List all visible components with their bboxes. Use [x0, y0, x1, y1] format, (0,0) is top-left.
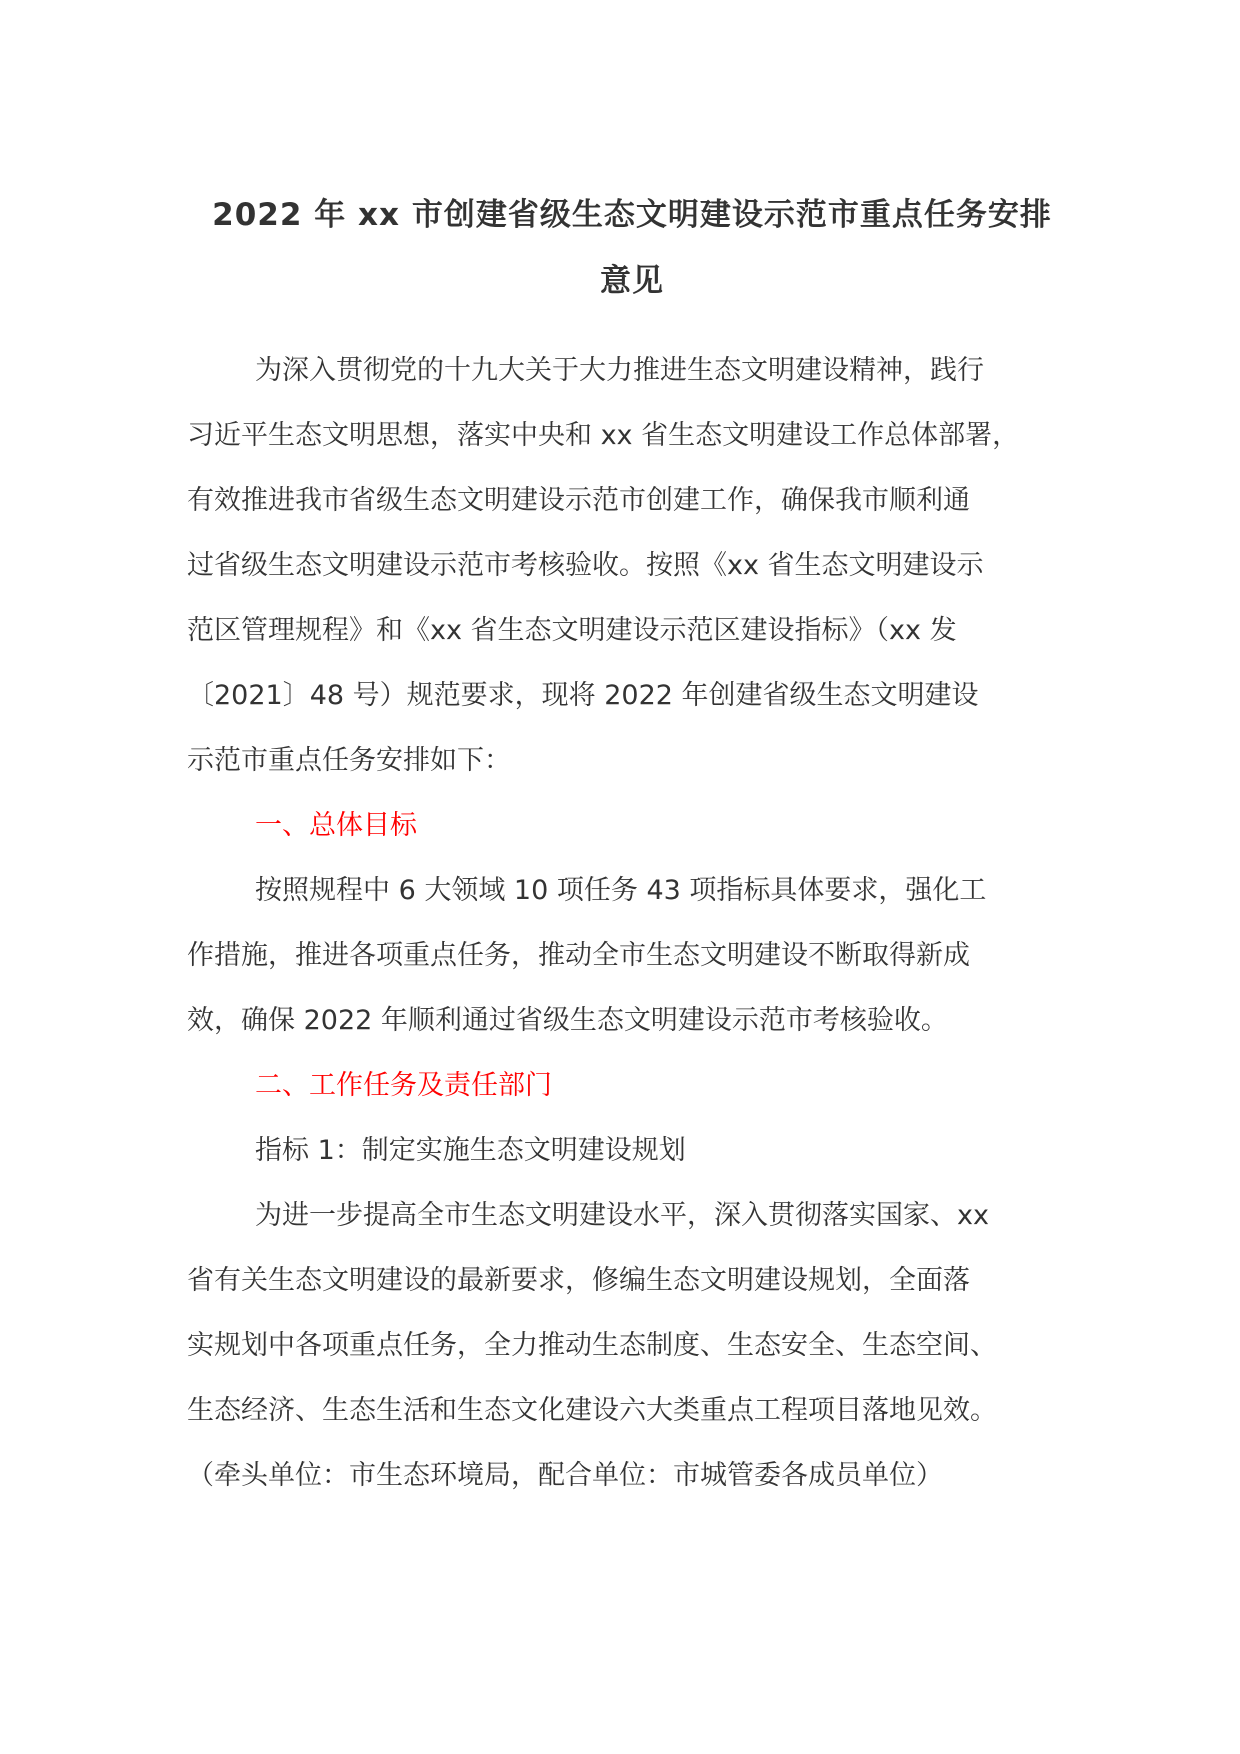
text-line: 过省级生态文明建设示范市考核验收。按照《xx 省生态文明建设示 — [187, 550, 984, 581]
text-line: 习近平生态文明思想，落实中央和 xx 省生态文明建设工作总体部署， — [187, 420, 1020, 451]
text-line: 〔2021〕48 号）规范要求，现将 2022 年创建省级生态文明建设 — [187, 680, 979, 711]
text-line: 生态经济、生态生活和生态文化建设六大类重点工程项目落地见效。 — [187, 1395, 997, 1426]
indicator-paragraph — [187, 1183, 1077, 1508]
section-heading-tasks: 二、工作任务及责任部门 — [255, 1070, 552, 1101]
text-line: 有效推进我市省级生态文明建设示范市创建工作，确保我市顺利通 — [187, 485, 970, 516]
text-line: 为进一步提高全市生态文明建设水平，深入贯彻落实国家、xx — [255, 1200, 989, 1231]
document-body — [187, 338, 1077, 1508]
document-title — [187, 182, 1077, 314]
indicator-title: 指标 1：制定实施生态文明建设规划 — [255, 1135, 686, 1166]
intro-paragraph — [187, 338, 1077, 793]
text-line: 实规划中各项重点任务，全力推动生态制度、生态安全、生态空间、 — [187, 1330, 997, 1361]
text-line: 作措施，推进各项重点任务，推动全市生态文明建设不断取得新成 — [187, 940, 970, 971]
overall-goal-paragraph — [187, 858, 1077, 1053]
text-line: 为深入贯彻党的十九大关于大力推进生态文明建设精神，践行 — [255, 355, 984, 386]
title-line: 2022 年 xx 市创建省级生态文明建设示范市重点任务安排 — [212, 197, 1052, 233]
text-line: 示范市重点任务安排如下： — [187, 745, 511, 776]
title-line: 意见 — [600, 263, 664, 299]
section-heading-overall-goal: 一、总体目标 — [255, 810, 417, 841]
text-line: 效，确保 2022 年顺利通过省级生态文明建设示范市考核验收。 — [187, 1005, 948, 1036]
text-line: 省有关生态文明建设的最新要求，修编生态文明建设规划，全面落 — [187, 1265, 970, 1296]
document-page — [187, 182, 1077, 1508]
text-line: 范区管理规程》和《xx 省生态文明建设示范区建设指标》（xx 发 — [187, 615, 957, 646]
text-line: （牵头单位：市生态环境局，配合单位：市城管委各成员单位） — [187, 1460, 943, 1491]
text-line: 按照规程中 6 大领域 10 项任务 43 项指标具体要求，强化工 — [255, 875, 987, 906]
